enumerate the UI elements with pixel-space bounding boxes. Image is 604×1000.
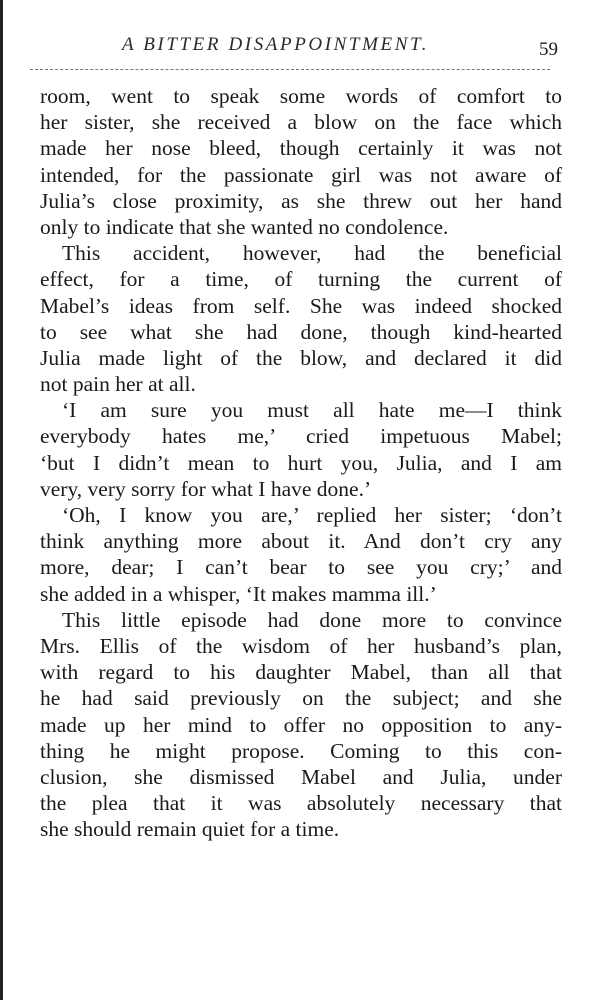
- text-line: everybody hates me,’ cried impetuous Mabel;: [40, 424, 562, 449]
- text-line: more, dear; I can’t bear to see you cry;’ and: [40, 555, 562, 580]
- text-line: thing he might propose. Coming to this con-: [40, 738, 562, 763]
- text-line: effect, for a time, of turning the current of: [40, 267, 562, 292]
- text-line: think anything more about it. And don’t cry any: [40, 529, 562, 554]
- text-line: very, very sorry for what I have done.’: [40, 476, 372, 501]
- text-line: only to indicate that she wanted no condolence.: [40, 214, 449, 239]
- header-rule: [30, 69, 550, 70]
- text-line: she should remain quiet for a time.: [40, 817, 340, 842]
- page-edge-shadow: [0, 0, 3, 1000]
- text-line: made her nose bleed, though certainly it was not: [40, 136, 562, 161]
- text-line: ‘but I didn’t mean to hurt you, Julia, and I am: [40, 450, 562, 475]
- running-title: A BITTER DISAPPOINTMENT.: [122, 34, 430, 55]
- text-line: Mrs. Ellis of the wisdom of her husband’s plan,: [40, 633, 562, 658]
- text-line: the plea that it was absolutely necessary that: [40, 791, 562, 816]
- text-line: not pain her at all.: [40, 372, 196, 397]
- text-line: Mabel’s ideas from self. She was indeed shocked: [40, 293, 562, 318]
- text-line: to see what she had done, though kind-hearted: [40, 319, 562, 344]
- page-number: 59: [539, 39, 558, 60]
- text-line: room, went to speak some words of comfort to: [40, 84, 562, 108]
- text-line: she added in a whisper, ‘It makes mamma ill.’: [40, 581, 437, 606]
- text-line: Julia’s close proximity, as she threw out her hand: [40, 188, 562, 213]
- text-line: with regard to his daughter Mabel, than all that: [40, 660, 562, 685]
- text-line: ‘Oh, I know you are,’ replied her sister; ‘don’t: [62, 503, 562, 527]
- text-line: made up her mind to offer no opposition to any-: [40, 712, 562, 737]
- text-line: her sister, she received a blow on the face which: [40, 110, 562, 135]
- running-head: [40, 30, 560, 62]
- text-line: clusion, she dismissed Mabel and Julia, under: [40, 764, 562, 789]
- text-line: Julia made light of the blow, and declared it did: [40, 345, 562, 370]
- body-text: [40, 83, 562, 842]
- text-line: intended, for the passionate girl was not aware of: [40, 162, 562, 187]
- text-line: ‘I am sure you must all hate me—I think: [62, 398, 562, 423]
- text-line: he had said previously on the subject; and she: [40, 686, 562, 711]
- text-line: This accident, however, had the beneficial: [62, 241, 562, 266]
- text-line: This little episode had done more to convince: [62, 607, 562, 632]
